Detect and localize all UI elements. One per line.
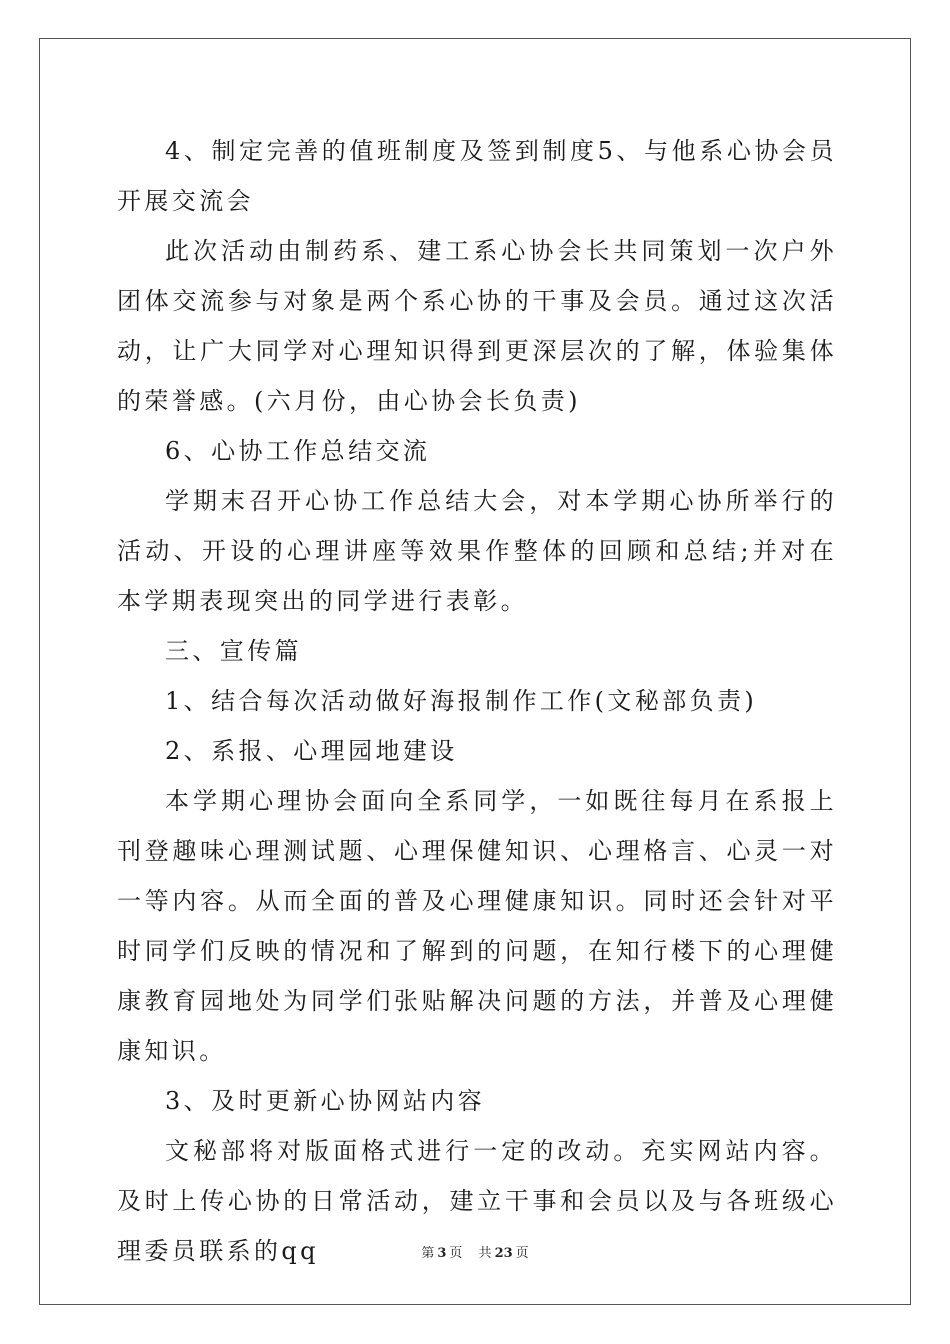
paragraph: 4、制定完善的值班制度及签到制度5、与他系心协会员开展交流会 — [117, 137, 837, 215]
paragraph: 此次活动由制药系、建工系心协会长共同策划一次户外团体交流参与对象是两个系心协的干事及会员。通过这次活动，让广大同学对心理知识得到更深层次的了解，体验集体的荣誉感。(六月份，由心协会长负责) — [117, 237, 837, 415]
page-prefix: 第 — [421, 1246, 435, 1261]
paragraph: 学期末召开心协工作总结大会，对本学期心协所举行的活动、开设的心理讲座等效果作整体的回顾和总结;并对在本学期表现突出的同学进行表彰。 — [117, 487, 837, 615]
page-suffix: 页 — [449, 1246, 463, 1261]
paragraph: 3、及时更新心协网站内容 — [165, 1087, 486, 1115]
total-indicator — [476, 1246, 532, 1261]
page-number: 3 — [437, 1246, 447, 1261]
total-pages: 23 — [494, 1246, 513, 1261]
page-indicator — [418, 1246, 465, 1261]
page-footer — [0, 1242, 950, 1261]
document-body — [117, 126, 837, 1276]
paragraph: 文秘部将对版面格式进行一定的改动。充实网站内容。及时上传心协的日常活动，建立干事和会员以及与各班级心理委员联系的qq — [117, 1137, 837, 1265]
section-heading: 三、宣传篇 — [165, 637, 302, 665]
total-suffix: 页 — [515, 1246, 529, 1261]
paragraph: 本学期心理协会面向全系同学，一如既往每月在系报上刊登趣味心理测试题、心理保健知识、心理格言、心灵一对一等内容。从而全面的普及心理健康知识。同时还会针对平时同学们反映的情况和了解到的问题，在知行楼下的心理健康教育园地处为同学们张贴解决问题的方法，并普及心理健康知识。 — [117, 787, 837, 1065]
paragraph: 6、心协工作总结交流 — [165, 437, 431, 465]
paragraph: 1、结合每次活动做好海报制作工作(文秘部负责) — [165, 687, 758, 715]
total-prefix: 共 — [478, 1246, 492, 1261]
paragraph: 2、系报、心理园地建设 — [165, 737, 458, 765]
